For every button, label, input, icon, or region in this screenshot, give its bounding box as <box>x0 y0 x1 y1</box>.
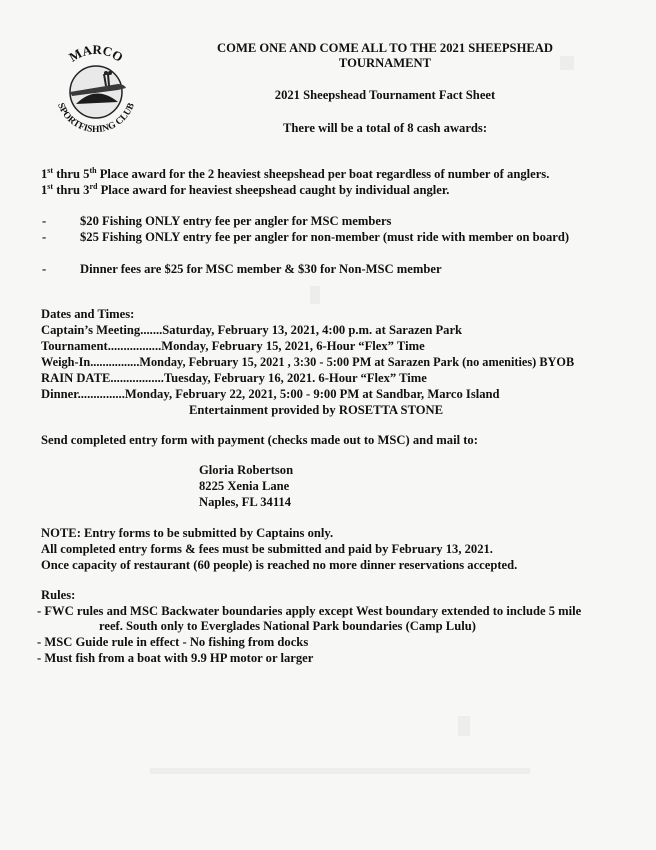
date-line: Captain’s Meeting.......Saturday, February 13, 2021, 4:00 p.m. at Sarazen Park <box>41 323 463 337</box>
fee-item: - $20 Fishing ONLY entry fee per angler for MSC members <box>42 214 392 228</box>
entertainment-line: Entertainment provided by ROSETTA STONE <box>189 403 444 417</box>
award-line-boat: 1st thru 5th Place award for the 2 heaviest sheepshead per boat regardless of number of anglers. <box>41 165 550 181</box>
logo-top-text: MARCO <box>66 41 126 65</box>
note-line: All completed entry forms & fees must be submitted and paid by February 13, 2021. <box>41 542 493 556</box>
date-line: Dinner...............Monday, February 22, 2021, 5:00 - 9:00 PM at Sandbar, Marco Island <box>41 387 500 401</box>
address-street: 8225 Xenia Lane <box>199 479 290 493</box>
date-line: Weigh-In................Monday, February 15, 2021 , 3:30 - 5:00 PM at Sarazen Park (no amenities) BYOB <box>41 355 575 369</box>
rule-line: - FWC rules and MSC Backwater boundaries apply except West boundary extended to include 5 mile <box>37 604 582 618</box>
rules-heading: Rules: <box>41 588 76 602</box>
bleed-through-mark <box>458 716 470 736</box>
title-line-1: COME ONE AND COME ALL TO THE 2021 SHEEPSHEAD <box>217 41 553 55</box>
send-instructions: Send completed entry form with payment (checks made out to MSC) and mail to: <box>41 433 478 447</box>
note-line: Once capacity of restaurant (60 people) is reached no more dinner reservations accepted. <box>41 558 518 572</box>
svg-text:MARCO <box>66 42 126 65</box>
cash-awards-line: There will be a total of 8 cash awards: <box>282 121 488 135</box>
logo-bottom-text: SPORTFISHING CLUB <box>55 101 137 136</box>
date-line: RAIN DATE.................Tuesday, February 16, 2021. 6-Hour “Flex” Time <box>41 371 427 385</box>
note-line: NOTE: Entry forms to be submitted by Captains only. <box>41 526 334 540</box>
dates-heading: Dates and Times: <box>41 307 135 321</box>
club-logo <box>46 40 146 140</box>
address-name: Gloria Robertson <box>199 463 294 477</box>
fact-sheet-subtitle: 2021 Sheepshead Tournament Fact Sheet <box>274 88 496 102</box>
fish-logo-icon <box>46 40 146 140</box>
award-line-individual: 1st thru 3rd Place award for heaviest sheepshead caught by individual angler. <box>41 181 450 197</box>
date-line: Tournament.................Monday, February 15, 2021, 6-Hour “Flex” Time <box>41 339 425 353</box>
fee-item: - Dinner fees are $25 for MSC member & $30 for Non-MSC member <box>42 262 442 276</box>
address-city: Naples, FL 34114 <box>199 495 292 509</box>
bleed-through-mark <box>310 286 320 304</box>
fee-item: - $25 Fishing ONLY entry fee per angler for non-member (must ride with member on board) <box>42 230 570 244</box>
rule-line: - MSC Guide rule in effect - No fishing from docks <box>37 635 309 649</box>
bleed-through-mark <box>150 768 530 774</box>
rule-line: - Must fish from a boat with 9.9 HP motor or larger <box>37 651 314 665</box>
rule-line-continued: reef. South only to Everglades National Park boundaries (Camp Lulu) <box>99 619 476 633</box>
title-line-2: TOURNAMENT <box>338 56 432 70</box>
